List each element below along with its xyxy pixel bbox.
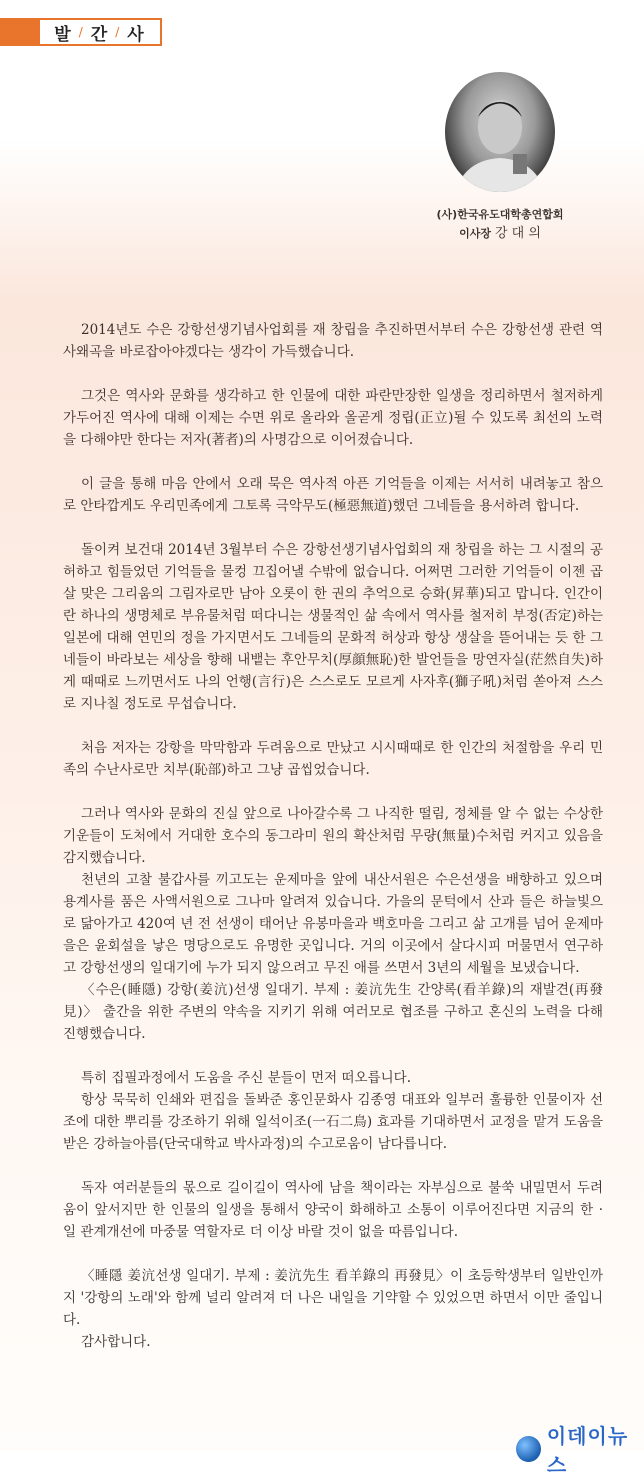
paragraph: 그러나 역사와 문화의 진실 앞으로 나아갈수록 그 나직한 떨림, 정체를 알 수 없는 수상한 기운들이 도처에서 거대한 호수의 동그라미 원의 확산처럼 무량(無量)수처럼 커지고 있음을 감지했습니다.: [63, 806, 603, 866]
author-role: 이사장: [459, 227, 491, 240]
section-title: [40, 18, 162, 46]
title-separator: /: [78, 25, 85, 39]
paragraph: 천년의 고찰 불갑사를 끼고도는 운제마을 앞에 내산서원은 수은선생을 배향하고 있으며 용계사를 품은 사액서원으로 그나마 알려져 있습니다. 가을의 문턱에서 산과 들은 하늘빛으로 닮아가고 420여 년 전 선생이 태어난 유봉마을과 백호마을 그리고 삶 고개를 넘어 운제마을은 윤회설을 낳은 명당으로도 유명한 곳입니다. 거의 이곳에서 살다시피 머물면서 연구하고 강항선생의 일대기에 누가 되지 않으려고 무진 애를 쓰면서 3년의 세월을 보냈습니다.: [63, 872, 603, 976]
paragraph: 감사합니다.: [81, 1334, 151, 1350]
site-logo[interactable]: [516, 1420, 644, 1478]
author-name: 강 대 의: [494, 226, 541, 241]
paragraph: 항상 묵묵히 인쇄와 편집을 돌봐준 홍인문화사 김종영 대표와 일부러 훌륭한 인물이자 선조에 대한 뿌리를 강조하기 위해 일석이조(一石二鳥) 효과를 기대하면서 교정을 맡겨 도움을 받은 강하늘아름(단국대학교 박사과정)의 수고로움이 남다릅니다.: [63, 1092, 603, 1152]
title-word-3: 사: [127, 24, 146, 45]
portrait-figure: [445, 72, 555, 192]
globe-icon: [516, 1436, 541, 1462]
author-organization: (사)한국유도대학총연합회: [436, 208, 564, 221]
paragraph: 〈睡隱 姜沆선생 일대기. 부제 : 姜沆先生 看羊錄의 再發見〉이 초등학생부터 일반인까지 '강항의 노래'와 함께 널리 알려져 더 나은 내일을 기약할 수 있었으면 하면서 이만 줄입니다.: [63, 1268, 603, 1328]
paragraph: 독자 여러분들의 몫으로 길이길이 역사에 남을 책이라는 자부심으로 불쑥 내밀면서 두려움이 앞서지만 한 인물의 일생을 통해서 양국이 화해하고 소통이 이루어진다면 지금의 한 · 일 관계개선에 마중물 역할자로 더 이상 바랄 것이 없을 따름입니다.: [63, 1180, 603, 1240]
foreword-body: [63, 319, 603, 1353]
author-caption: [430, 206, 570, 241]
author-title-line: [430, 222, 570, 241]
header-accent-bar: [0, 18, 40, 46]
title-word-1: 발: [54, 24, 73, 45]
paragraph: 특히 집필과정에서 도움을 주신 분들이 먼저 떠오릅니다.: [81, 1070, 411, 1086]
title-word-2: 간: [90, 24, 110, 45]
author-portrait-photo: [445, 72, 555, 192]
site-logo-text: 이데이뉴스: [546, 1424, 629, 1477]
paragraph: 처음 저자는 강항을 막막함과 두려움으로 만났고 시시때때로 한 인간의 처절함을 우리 민족의 수난사로만 치부(恥部)하고 그냥 곱씹었습니다.: [63, 740, 603, 778]
title-separator: /: [115, 25, 122, 39]
paragraph: 〈수은(睡隱) 강항(姜沆)선생 일대기. 부제 : 姜沆先生 간양록(看羊錄)의 재발견(再發見)〉 출간을 위한 주변의 약속을 지키기 위해 여러모로 협조를 구하고 혼신의 노력을 다해 진행했습니다.: [63, 982, 603, 1042]
paragraph: 이 글을 통해 마음 안에서 오래 묵은 역사적 아픈 기억들을 이제는 서서히 내려놓고 참으로 안타깝게도 우리민족에게 그토록 극악무도(極惡無道)했던 그네들을 용서하려 합니다.: [63, 476, 603, 514]
paragraph: 2014년도 수은 강항선생기념사업회를 재 창립을 추진하면서부터 수은 강항선생 관련 역사왜곡을 바로잡아야겠다는 생각이 가득했습니다.: [63, 322, 603, 360]
paragraph: 돌이켜 보건대 2014년 3월부터 수은 강항선생기념사업회의 재 창립을 하는 그 시절의 공허하고 힘들었던 기억들을 물컹 끄집어낼 수밖에 없습니다. 어쩌면 그러한 기억들이 이젠 곱살 맞은 그리움의 그림자로만 남아 오롯이 한 권의 추억으로 승화(昇華)되고 맙니다. 인간이란 하나의 생명체로 부유물처럼 떠다니는 생물적인 삶 속에서 역사를 철저히 부정(否定)하는 일본에 대해 연민의 정을 가지면서도 그네들의 문화적 허상과 항상 생살을 뜯어내는 듯 한 그네들이 바라보는 세상을 향해 내뱉는 후안무치(厚顔無恥)한 발언들을 망연자실(茫然自失)하게 때때로 느끼면서도 나의 언행(言行)은 스스로도 모르게 사자후(獅子吼)처럼 쏟아져 스스로 지나칠 정도로 무섭습니다.: [63, 542, 603, 712]
paragraph: 그것은 역사와 문화를 생각하고 한 인물에 대한 파란만장한 일생을 정리하면서 철저하게 가두어진 역사에 대해 이제는 수면 위로 올라와 올곧게 정립(正立)될 수 있도록 최선의 노력을 다해야만 한다는 저자(著者)의 사명감으로 이어졌습니다.: [63, 388, 603, 448]
